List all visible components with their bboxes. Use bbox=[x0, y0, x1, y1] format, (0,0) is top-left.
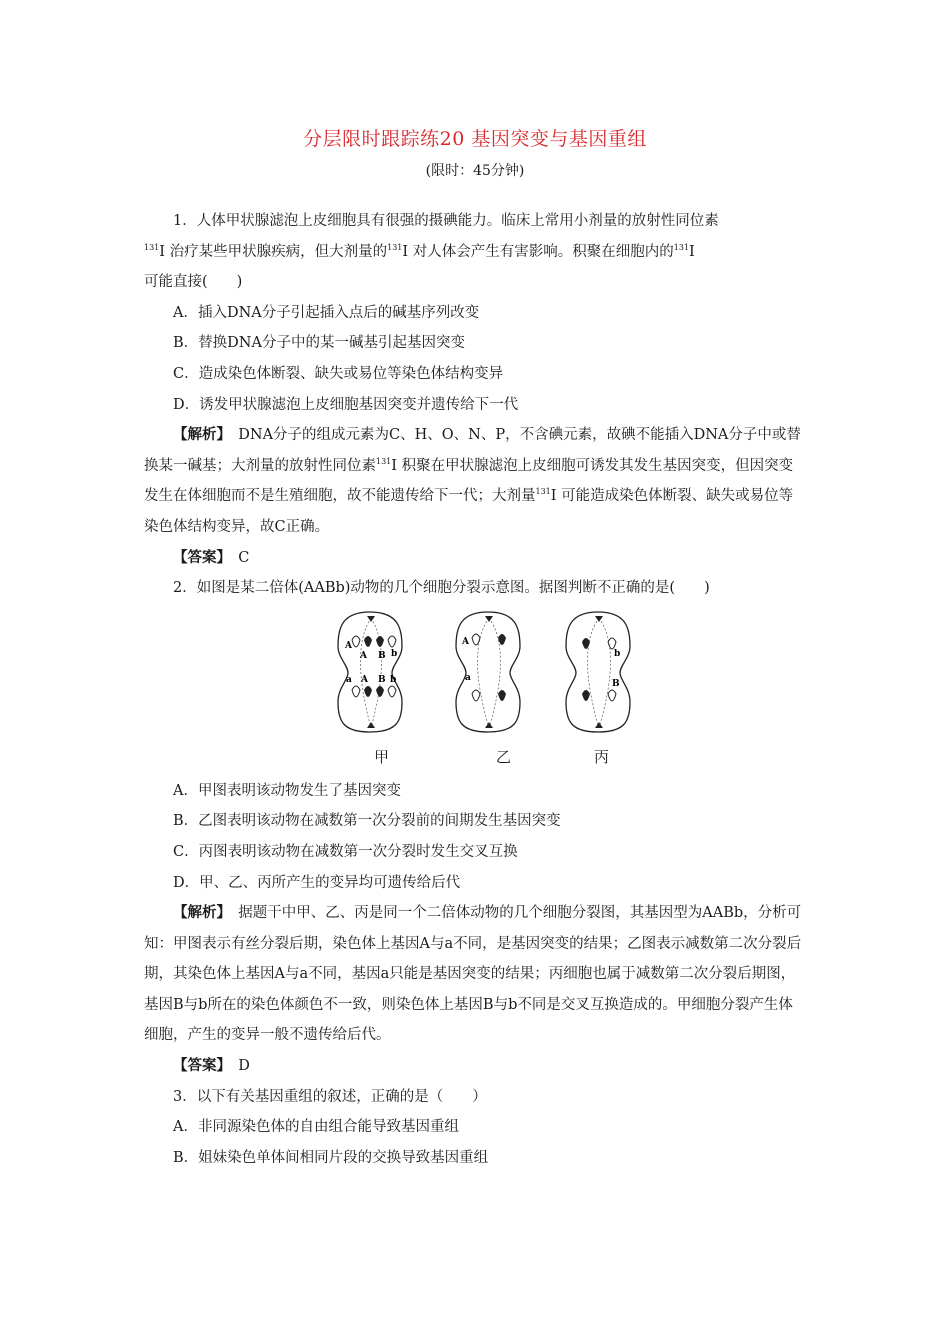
q3-stem: 3．以下有关基因重组的叙述，正确的是（ ） bbox=[173, 1088, 487, 1105]
q1-stem: 1．人体甲状腺滤泡上皮细胞具有很强的摄碘能力。临床上常用小剂量的放射性同位素 $^{131}$I 治疗某些甲状腺疾病，但大剂量的$^{131}$I 对人体会产生有害影响。积聚在细胞内的$^{131}$I 可能直接( ) bbox=[144, 213, 719, 291]
document-body bbox=[144, 206, 806, 1173]
svg-text:A: A bbox=[361, 674, 368, 685]
page-title: 分层限时跟踪练20 基因突变与基因重组 bbox=[303, 128, 647, 150]
q1-option-a: A．插入DNA分子引起插入点后的碱基序列改变 bbox=[173, 304, 480, 321]
q2-option-d: D．甲、乙、丙所产生的变异均可遗传给后代 bbox=[173, 874, 461, 891]
svg-text:A: A bbox=[360, 650, 367, 661]
q2-analysis: 【解析】 据题干中甲、乙、丙是同一个二倍体动物的几个细胞分裂图，其基因型为AABb，分析可知：甲图表示有丝分裂后期，染色体上基因A与a不同，是基因突变的结果；乙图表示减数第二次分裂后期，其染色体上基因A与a不同，基因a只能是基因突变的结果；丙细胞也属于减数第二次分裂后期图，基因B与b所在的染色体颜色不一致，则染色体上基因B与b不同是交叉互换造成的。甲细胞分裂产生体细胞，产生的变异一般不遗传给后代。 bbox=[144, 904, 802, 1044]
cell-division-diagrams bbox=[334, 610, 634, 740]
cell-division-figure bbox=[144, 610, 806, 774]
gene-label-a: a bbox=[346, 674, 352, 685]
q2-stem: 2．如图是某二倍体(AABb)动物的几个细胞分裂示意图。据图判断不正确的是( ) bbox=[173, 580, 710, 597]
q1-analysis: 【解析】 DNA分子的组成元素为C、H、O、N、P，不含碘元素，故碘不能插入DNA分子中或替换某一碱基；大剂量的放射性同位素$^{131}$I 积聚在甲状腺滤泡上皮细胞可诱发其发生基因突变，但因突变发生在体细胞而不是生殖细胞，故不能遗传给下一代；大剂量$^{131}$I 可能造成染色体断裂、缺失或易位等染色体结构变异，故C正确。 bbox=[144, 426, 801, 535]
caption-yi: 乙 bbox=[496, 747, 512, 766]
svg-text:A: A bbox=[462, 636, 469, 647]
cell-yi bbox=[456, 612, 520, 732]
cell-bing bbox=[566, 612, 630, 732]
time-limit: (限时：45分钟) bbox=[425, 163, 525, 179]
q1-option-d: D．诱发甲状腺滤泡上皮细胞基因突变并遗传给下一代 bbox=[173, 396, 519, 413]
svg-text:b: b bbox=[390, 674, 397, 685]
q2-answer: 【答案】 D bbox=[173, 1057, 250, 1075]
q3-option-a: A．非同源染色体的自由组合能导致基因重组 bbox=[173, 1119, 459, 1136]
caption-bing: 丙 bbox=[594, 747, 610, 766]
svg-text:B: B bbox=[612, 678, 620, 689]
svg-text:b: b bbox=[614, 648, 621, 659]
q1-option-b: B．替换DNA分子中的某一碱基引起基因突变 bbox=[173, 335, 465, 352]
q2-option-a: A．甲图表明该动物发生了基因突变 bbox=[173, 782, 401, 799]
q1-answer: 【答案】 C bbox=[173, 548, 250, 566]
svg-text:b: b bbox=[391, 648, 398, 659]
q1-option-c: C．造成染色体断裂、缺失或易位等染色体结构变异 bbox=[173, 365, 504, 382]
q2-option-b: B．乙图表明该动物在减数第一次分裂前的间期发生基因突变 bbox=[173, 813, 561, 830]
svg-text:B: B bbox=[378, 650, 386, 661]
q2-option-c: C．丙图表明该动物在减数第一次分裂时发生交叉互换 bbox=[173, 843, 518, 860]
cell-jia bbox=[338, 612, 402, 732]
gene-label-A: A bbox=[345, 640, 352, 651]
caption-jia: 甲 bbox=[374, 747, 390, 766]
svg-text:B: B bbox=[378, 674, 386, 685]
q3-option-b: B．姐妹染色单体间相同片段的交换导致基因重组 bbox=[173, 1149, 489, 1166]
svg-text:a: a bbox=[465, 672, 471, 683]
